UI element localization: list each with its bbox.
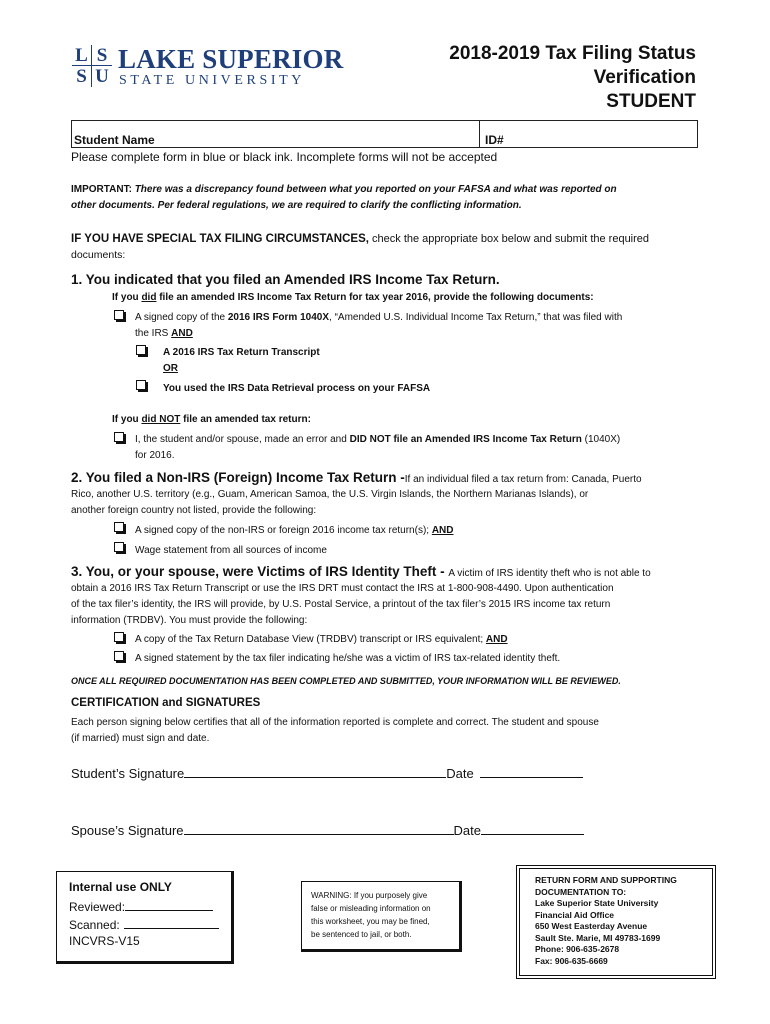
section1-subheading bbox=[112, 290, 594, 306]
internal-code: INCVRS-V15 bbox=[69, 934, 140, 948]
s2-item1-and: AND bbox=[431, 525, 454, 536]
section2-item2: Wage statement from all sources of income bbox=[135, 545, 327, 556]
section1-item3: You used the IRS Data Retrieval process on your FAFSA bbox=[163, 383, 431, 394]
student-signature-label: Student’s Signature bbox=[71, 766, 185, 781]
logo-letter-u: U bbox=[95, 66, 109, 87]
instructions-text: Please complete form in blue or black ink. Incomplete forms will not be accepted bbox=[71, 150, 498, 164]
section2-heading-line bbox=[71, 469, 642, 489]
s1-not-post: file an amended tax return: bbox=[180, 414, 311, 425]
section1-item4 bbox=[135, 432, 620, 448]
section3-heading: 3. You, or your spouse, were Victims of IRS Identity Theft - bbox=[71, 564, 449, 579]
s1-item1-and: AND bbox=[171, 328, 193, 339]
section1-item2: A 2016 IRS Tax Return Transcript bbox=[163, 347, 320, 358]
section2-line2: Rico, another U.S. territory (e.g., Guam, American Samoa, the U.S. Virgin Islands, the Northern Marianas Islands), or bbox=[71, 489, 589, 500]
return-line-1: RETURN FORM AND SUPPORTING bbox=[535, 875, 677, 885]
checkbox-tax-transcript[interactable] bbox=[136, 345, 146, 355]
student-date-line[interactable] bbox=[480, 763, 583, 778]
spouse-signature-label: Spouse’s Signature bbox=[71, 823, 184, 838]
certification-line1: Each person signing below certifies that all of the information reported is complete and correct. The student and spouse bbox=[71, 717, 599, 728]
section1-item1 bbox=[135, 310, 622, 326]
university-logo bbox=[72, 45, 112, 87]
section3-line3: of the tax filer’s identity, the IRS will provide, by U.S. Postal Service, a printout of the tax filer’s 2015 IRS income tax return bbox=[71, 599, 611, 610]
spouse-signature-row bbox=[71, 820, 584, 838]
s1-not-did: did NOT bbox=[141, 414, 181, 425]
warning-line-4: be sentenced to jail, or both. bbox=[311, 930, 412, 939]
return-line-5: 650 West Easterday Avenue bbox=[535, 921, 648, 931]
warning-line-2: false or misleading information on bbox=[311, 904, 431, 913]
internal-reviewed-row bbox=[69, 898, 213, 914]
important-label: IMPORTANT: bbox=[71, 184, 135, 195]
return-line-2: DOCUMENTATION TO: bbox=[535, 886, 627, 897]
checkbox-identity-statement[interactable] bbox=[114, 651, 124, 661]
return-line-7: Phone: 906-635-2678 bbox=[535, 944, 620, 954]
spouse-signature-line[interactable] bbox=[184, 820, 454, 835]
s3-item1-text: A copy of the Tax Return Database View (TRDBV) transcript or IRS equivalent; bbox=[135, 634, 486, 645]
section1-or: OR bbox=[163, 363, 178, 374]
special-bold: IF YOU HAVE SPECIAL TAX FILING CIRCUMSTANCES, bbox=[71, 233, 369, 245]
checkbox-data-retrieval[interactable] bbox=[136, 380, 146, 390]
return-line-6: Sault Ste. Marie, MI 49783-1699 bbox=[535, 932, 661, 943]
logo-letter-s: S bbox=[92, 45, 112, 66]
internal-reviewed-label: Reviewed: bbox=[69, 900, 126, 914]
special-rest: check the appropriate box below and submit the required bbox=[368, 233, 650, 245]
student-signature-row bbox=[71, 763, 583, 781]
certification-line2: (if married) must sign and date. bbox=[71, 733, 210, 744]
s1-item1-bold: 2016 IRS Form 1040X bbox=[227, 312, 330, 323]
s2-item1-text: A signed copy of the non-IRS or foreign 2016 income tax return(s); bbox=[135, 525, 432, 536]
section3-line4: information (TRDBV). You must provide the following: bbox=[71, 615, 308, 626]
internal-reviewed-line[interactable] bbox=[125, 898, 213, 911]
form-title bbox=[449, 42, 696, 114]
return-line-3: Lake Superior State University bbox=[535, 898, 659, 908]
warning-box bbox=[301, 881, 462, 952]
section3-line2: obtain a 2016 IRS Tax Return Transcript or use the IRS DRT must contact the IRS at 1-800-908-4490. Upon authentication bbox=[71, 583, 614, 594]
section2-line3: another foreign country not listed, provide the following: bbox=[71, 505, 317, 516]
special-circumstances bbox=[71, 231, 649, 247]
warning-line-1: WARNING: If you purposely give bbox=[311, 891, 428, 900]
section1-heading: 1. You indicated that you filed an Amended IRS Income Tax Return. bbox=[71, 272, 500, 287]
section3-heading-line bbox=[71, 563, 651, 583]
return-address-box bbox=[516, 865, 716, 979]
section1-not-amended bbox=[112, 412, 311, 428]
student-date-label: Date bbox=[446, 766, 474, 781]
title-line-1: 2018-2019 Tax Filing Status bbox=[449, 43, 696, 64]
important-line-1: There was a discrepancy found between what you reported on your FAFSA and what was reported on bbox=[134, 184, 617, 195]
section1-sub-did: did bbox=[141, 292, 157, 303]
s1-item4-bold: DID NOT file an Amended IRS Income Tax Return bbox=[349, 434, 582, 445]
logo-letter-l: L bbox=[72, 45, 92, 66]
section3-item2: A signed statement by the tax filer indicating he/she was a victim of IRS tax-related identity theft. bbox=[135, 653, 561, 664]
section1-item1-line2 bbox=[135, 326, 193, 342]
internal-scanned-row bbox=[69, 916, 219, 932]
section1-sub-post: file an amended IRS Income Tax Return for tax year 2016, provide the following documents: bbox=[156, 292, 594, 303]
section3-line1-rest: A victim of IRS identity theft who is not able to bbox=[448, 568, 651, 579]
checkbox-foreign-return[interactable] bbox=[114, 522, 124, 532]
student-signature-line[interactable] bbox=[184, 763, 446, 778]
certification-heading: CERTIFICATION and SIGNATURES bbox=[71, 697, 261, 709]
checkbox-wage-statement[interactable] bbox=[114, 542, 124, 552]
logo-letter-s2: S bbox=[72, 66, 92, 87]
return-line-4: Financial Aid Office bbox=[535, 909, 615, 920]
section3-item1 bbox=[135, 632, 508, 648]
s1-item1-line2: the IRS bbox=[135, 328, 172, 339]
checkbox-amended-1040x[interactable] bbox=[114, 310, 124, 320]
special-line-2: documents: bbox=[71, 249, 126, 261]
once-all-notice: ONCE ALL REQUIRED DOCUMENTATION HAS BEEN COMPLETED AND SUBMITTED, YOUR INFORMATION WILL BE REVIEWED. bbox=[71, 676, 621, 686]
s1-item1-post: , “Amended U.S. Individual Income Tax Return,” that was filed with bbox=[329, 312, 623, 323]
checkbox-did-not-file[interactable] bbox=[114, 432, 124, 442]
internal-use-box bbox=[56, 871, 234, 964]
s1-item4-post: (1040X) bbox=[581, 434, 621, 445]
title-line-3: STUDENT bbox=[606, 91, 696, 112]
section2-heading: 2. You filed a Non-IRS (Foreign) Income Tax Return - bbox=[71, 470, 405, 485]
s1-item4-pre: I, the student and/or spouse, made an error and bbox=[135, 434, 350, 445]
student-id-field[interactable]: ID# bbox=[485, 133, 504, 147]
university-name: LAKE SUPERIOR bbox=[118, 44, 344, 74]
section2-item1 bbox=[135, 523, 454, 539]
spouse-date-line[interactable] bbox=[481, 820, 584, 835]
checkbox-trdbv[interactable] bbox=[114, 632, 124, 642]
student-name-field[interactable]: Student Name bbox=[74, 133, 155, 147]
s1-item1-pre: A signed copy of the bbox=[135, 312, 228, 323]
s1-not-pre: If you bbox=[112, 414, 142, 425]
spouse-date-label: Date bbox=[453, 823, 481, 838]
title-line-2: Verification bbox=[593, 67, 696, 88]
university-subtitle: STATE UNIVERSITY bbox=[119, 73, 305, 88]
important-line-2: other documents. Per federal regulations, we are required to clarify the conflicting information. bbox=[71, 200, 522, 211]
student-info-box bbox=[71, 120, 698, 148]
section1-sub-pre: If you bbox=[112, 292, 142, 303]
return-line-8: Fax: 906-635-6669 bbox=[535, 955, 608, 966]
internal-title: Internal use ONLY bbox=[69, 880, 172, 894]
important-notice bbox=[71, 182, 617, 198]
section1-item4-line2: for 2016. bbox=[135, 450, 175, 461]
warning-line-3: this worksheet, you may be fined, bbox=[311, 917, 430, 926]
s3-item1-and: AND bbox=[485, 634, 508, 645]
section2-line1-rest: If an individual filed a tax return from: Canada, Puerto bbox=[404, 474, 642, 485]
internal-scanned-line[interactable] bbox=[124, 916, 219, 929]
internal-scanned-label: Scanned: bbox=[69, 918, 120, 932]
